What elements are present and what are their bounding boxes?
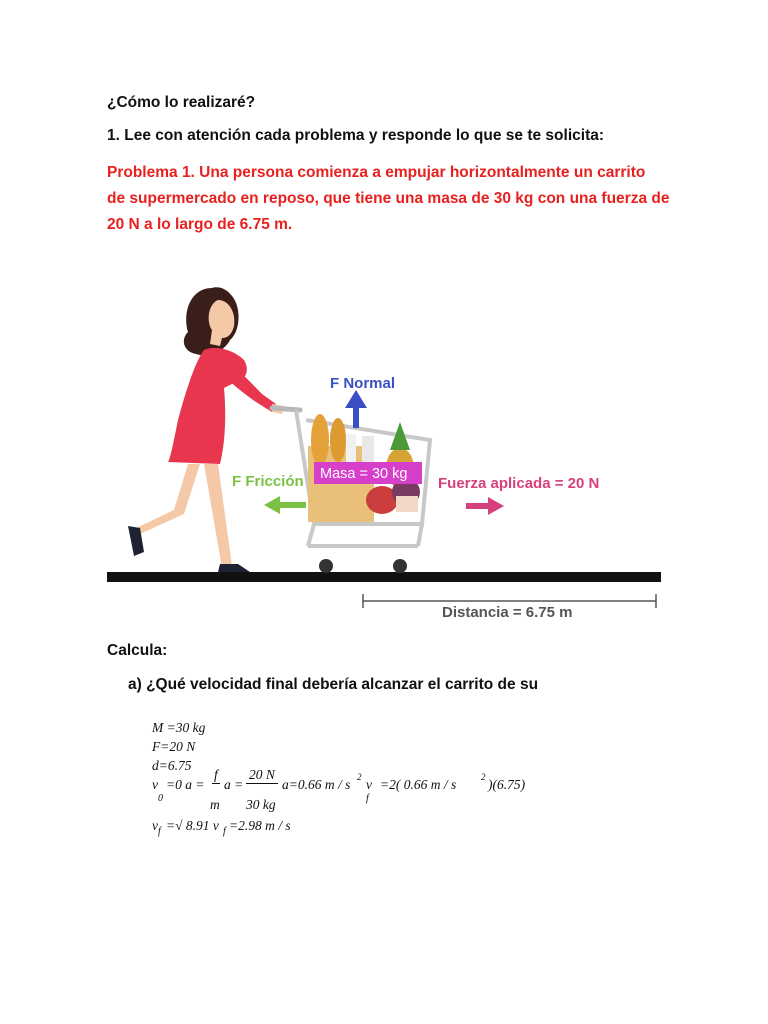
solution-vf-eq: =2( 0.66 m / s bbox=[380, 777, 457, 792]
problem-line-2: de supermercado en reposo, que tiene una masa de 30 kg con una fuerza de bbox=[107, 190, 670, 207]
woman-figure bbox=[128, 287, 284, 572]
normal-arrow-icon bbox=[345, 390, 367, 408]
solution-frac-m: m bbox=[210, 797, 220, 812]
normal-arrow-shaft bbox=[353, 406, 359, 428]
solution-final-result: =2.98 m / s bbox=[229, 818, 291, 833]
solution-frac-top: 20 N bbox=[246, 767, 278, 784]
mass-label: Masa = 30 kg bbox=[320, 466, 408, 482]
solution-frac-bottom: 30 kg bbox=[246, 797, 276, 812]
solution-vf: v bbox=[366, 777, 372, 792]
calc-heading: Calcula: bbox=[107, 642, 168, 659]
instruction-heading: 1. Lee con atención cada problema y responde lo que se te solicita: bbox=[107, 127, 605, 144]
applied-arrow-icon bbox=[488, 497, 504, 515]
normal-force-label: F Normal bbox=[330, 375, 396, 392]
solution-v0-eq: =0 a = bbox=[166, 777, 205, 792]
section-heading: ¿Cómo lo realizaré? bbox=[107, 94, 256, 111]
solution-final-v-sub: f bbox=[158, 826, 161, 837]
solution-a-result: a=0.66 m / s bbox=[282, 777, 351, 792]
distance-label: Distancia = 6.75 m bbox=[442, 604, 573, 621]
force-diagram bbox=[100, 270, 670, 630]
solution-vf-sub: f bbox=[366, 793, 369, 804]
shopping-cart bbox=[272, 408, 430, 573]
problem-line-1: Problema 1. Una persona comienza a empujar horizontalmente un carrito bbox=[107, 164, 646, 181]
solution-square-2: 2 bbox=[481, 772, 486, 782]
solution-line-distance: d=6.75 bbox=[152, 758, 192, 773]
solution-a-eq: a = bbox=[224, 777, 244, 792]
solution-line-force: F=20 N bbox=[152, 739, 196, 754]
solution-v0-sub: 0 bbox=[158, 793, 163, 804]
friction-force-label: F Fricción bbox=[232, 473, 304, 490]
solution-square-1: 2 bbox=[357, 772, 362, 782]
problem-statement bbox=[107, 160, 670, 238]
friction-arrow-shaft bbox=[278, 502, 306, 508]
problem-line-3: 20 N a lo largo de 6.75 m. bbox=[107, 216, 293, 233]
solution-v0: v bbox=[152, 777, 158, 792]
solution-vf-tail: )(6.75) bbox=[488, 777, 526, 792]
ground-line bbox=[107, 572, 661, 582]
solution-final-v: v bbox=[152, 818, 158, 833]
solution-final-vf-sub: f bbox=[223, 826, 226, 837]
applied-arrow-shaft bbox=[466, 503, 490, 509]
applied-force-label: Fuerza aplicada = 20 N bbox=[438, 475, 600, 492]
solution-final-sqrt: =√ 8.91 v bbox=[166, 818, 219, 833]
question-a: a) ¿Qué velocidad final debería alcanzar el carrito de su bbox=[128, 676, 539, 693]
solution-line-mass: M =30 kg bbox=[152, 720, 206, 735]
solution-frac-f: f bbox=[214, 767, 218, 782]
friction-arrow-icon bbox=[264, 496, 280, 514]
